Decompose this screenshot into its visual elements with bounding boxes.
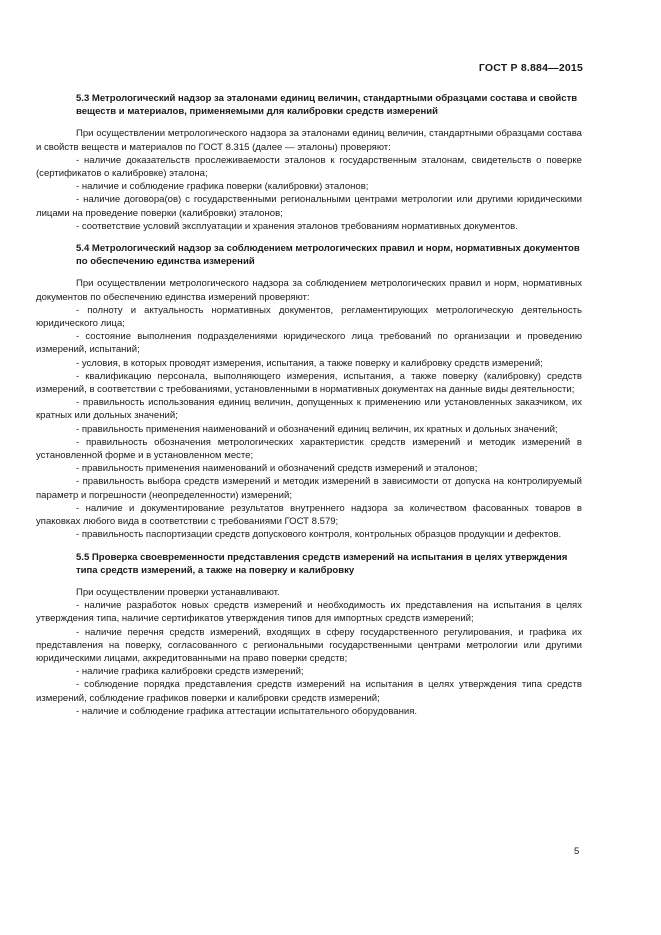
section-heading-5-4: 5.4 Метрологический надзор за соблюдением метрологических правил и норм, нормативных документов по обеспечению единства измерений xyxy=(76,243,580,268)
list-item: - наличие графика калибровки средств измерений; xyxy=(76,666,304,678)
list-item: - наличие разработок новых средств измерений и необходимость их представления на испытания в целях утверждения типа, наличие сертификатов утверждения типов для импортных средств измерений; xyxy=(36,600,582,625)
section-intro-5-3: При осуществлении метрологического надзора за эталонами единиц величин, стандартными образцами состава и свойств веществ и материалов по ГОСТ 8.315 (далее — эталоны) проверяют: xyxy=(36,128,582,153)
section-intro-5-4: При осуществлении метрологического надзора за соблюдением метрологических правил и норм, нормативных документов по обеспечению единства измерений проверяют: xyxy=(36,278,582,303)
list-item: - правильность применения наименований и обозначений средств измерений и эталонов; xyxy=(76,463,478,475)
list-item: - квалификацию персонала, выполняющего измерения, испытания, а также поверку (калибровку) средств измерений, в соответствии с требованиями, установленными в нормативных документах на данные виды деятельности; xyxy=(36,370,582,396)
list-item: - соответствие условий эксплуатации и хранения эталонов требованиям нормативных документов. xyxy=(76,220,518,232)
list-item: - правильность выбора средств измерений и методик измерений в зависимости от допуска на контролируемый параметр и погрешности (неопределенности) измерений; xyxy=(36,476,582,501)
section-intro-5-5: При осуществлении проверки устанавливают. xyxy=(76,586,280,598)
section-heading-5-3: 5.3 Метрологический надзор за эталонами единиц величин, стандартными образцами состава и свойств веществ и материалов, применяемыми для калибровки средств измерений xyxy=(76,93,578,118)
section-heading-5-5: 5.5 Проверка своевременности представления средств измерений на испытания в целях утверждения типа средств измерений, а также на поверку и калибровку xyxy=(76,551,568,576)
list-item: - полноту и актуальность нормативных документов, регламентирующих метрологическую деятельность юридического лица; xyxy=(36,304,582,330)
list-item: - наличие доказательств прослеживаемости эталонов к государственным эталонам, свидетельств о поверке (сертификатов о калибровке) эталона; xyxy=(36,154,582,180)
list-item: - наличие и документирование результатов внутреннего надзора за количеством фасованных товаров в упаковках любого вида в соответствии с требованиями ГОСТ 8.579; xyxy=(36,502,582,528)
list-item: - правильность обозначения метрологических характеристик средств измерений и методик измерений в установленной форме и в установленном месте; xyxy=(36,436,582,462)
list-item: - наличие договора(ов) с государственными региональными центрами метрологии или другими юридическими лицами на проведение поверки (калибровки) эталонов; xyxy=(36,194,582,219)
page-number: 5 xyxy=(574,846,580,857)
list-item: - правильность паспортизации средств допускового контроля, контрольных образцов продукции и дефектов. xyxy=(76,529,562,541)
list-item: - наличие перечня средств измерений, входящих в сферу государственного регулирования, и графика их представления на поверку, согласованного с региональными государственными центрами метрологии или другими юридическими лицами, аккредитованными на право поверки средств; xyxy=(36,626,582,664)
list-item: - наличие и соблюдение графика поверки (калибровки) эталонов; xyxy=(76,181,369,193)
list-item: - правильность использования единиц величин, допущенных к применению или установленных заказчиком, их кратных или дольных значений; xyxy=(36,397,582,422)
list-item: - соблюдение порядка представления средств измерений на испытания в целях утверждения типа средств измерений, соблюдение графиков поверки и калибровки средств измерений; xyxy=(36,679,582,704)
list-item: - состояние выполнения подразделениями юридического лица требований по организации и проведению измерений, испытаний; xyxy=(36,331,582,356)
document-body xyxy=(36,92,582,718)
list-item: - наличие и соблюдение графика аттестации испытательного оборудования. xyxy=(76,705,418,717)
list-item: - условия, в которых проводят измерения, испытания, а также поверку и калибровку средств измерений; xyxy=(76,357,543,369)
document-code: ГОСТ Р 8.884—2015 xyxy=(478,62,583,74)
list-item: - правильность применения наименований и обозначений единиц величин, их кратных и дольных значений; xyxy=(76,423,558,435)
